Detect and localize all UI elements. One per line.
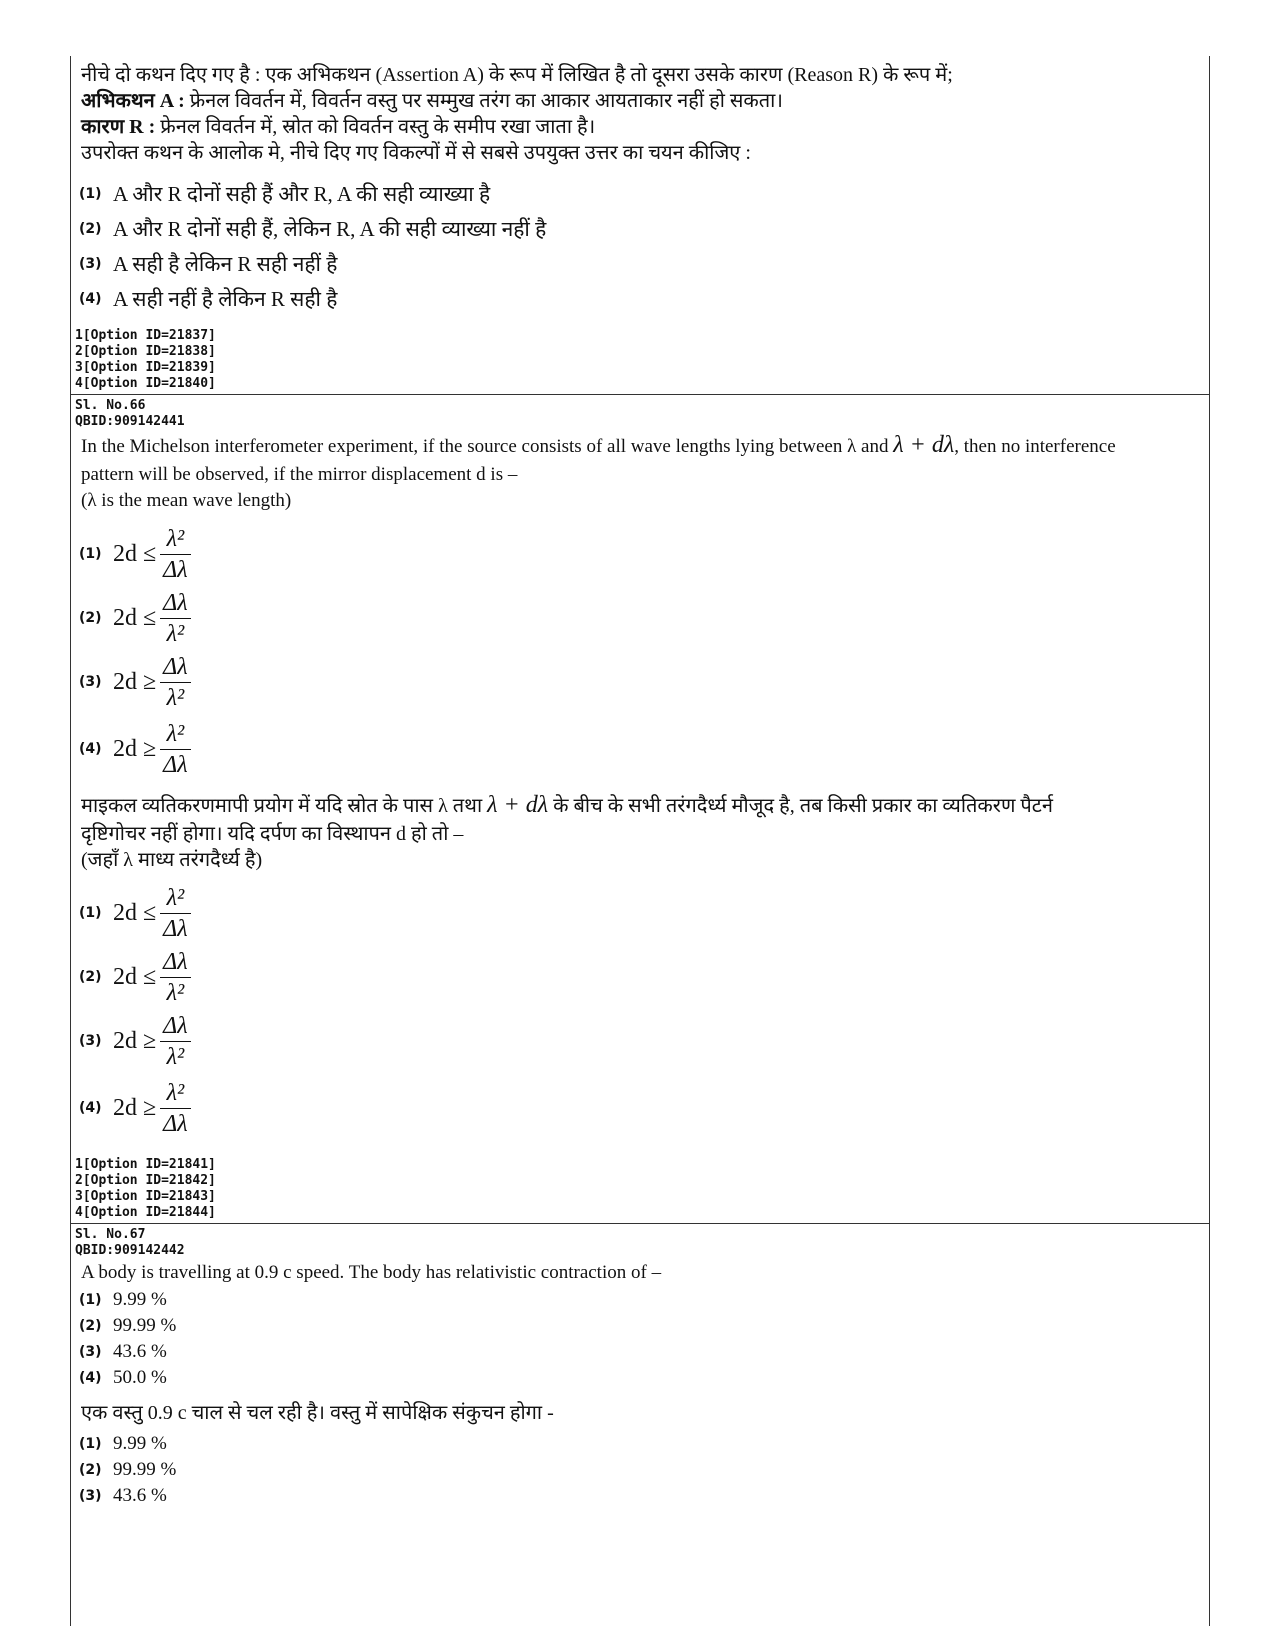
- option-number: (1): [79, 185, 102, 202]
- q66-english-text: [75, 430, 1209, 462]
- formula-lhs: 2d ≥: [113, 668, 157, 695]
- option-number: (3): [79, 1488, 102, 1504]
- formula-lhs: 2d ≥: [113, 1027, 157, 1054]
- denominator: Δλ: [163, 751, 188, 778]
- option-id: 3[Option ID=21839]: [75, 360, 216, 375]
- numerator: λ²: [166, 1079, 185, 1106]
- q66-hi-line1: माइकल व्यतिकरणमापी प्रयोग में यदि स्रोत के पास λ तथा: [81, 795, 488, 817]
- numerator: Δλ: [163, 1012, 188, 1039]
- q67-hi-option-1[interactable]: [75, 1431, 1209, 1457]
- denominator: λ²: [166, 1043, 185, 1070]
- q65-intro: नीचे दो कथन दिए गए है : एक अभिकथन (Assertion A) के रूप में लिखित है तो दूसरा उसके कारण (Reason R) के रूप में;: [81, 64, 953, 86]
- option-number: (4): [79, 1370, 102, 1386]
- assertion-text: फ्रेनल विवर्तन में, विवर्तन वस्तु पर सम्मुख तरंग का आकार आयताकार नहीं हो सकता।: [184, 90, 783, 112]
- option-text: A सही नहीं है लेकिन R सही है: [113, 286, 338, 311]
- q65-assertion: [75, 88, 1209, 114]
- qbid: QBID:909142441: [75, 414, 185, 429]
- option-number: (4): [79, 741, 102, 757]
- q66-en-line3: (λ is the mean wave length): [81, 490, 292, 511]
- q67-option-4[interactable]: [75, 1365, 1209, 1391]
- option-number: (2): [79, 1318, 102, 1334]
- qbid: QBID:909142442: [75, 1243, 185, 1258]
- numerator: λ²: [166, 720, 185, 747]
- option-id: 2[Option ID=21842]: [75, 1173, 216, 1188]
- q66-option-ids: [75, 1157, 1209, 1223]
- option-text: 43.6 %: [113, 1485, 167, 1506]
- option-id: 3[Option ID=21843]: [75, 1189, 216, 1204]
- fraction: [160, 719, 190, 780]
- option-number: (1): [79, 905, 102, 921]
- q67-option-3[interactable]: [75, 1339, 1209, 1365]
- reason-text: फ्रेनल विवर्तन में, स्रोत को विवर्तन वस्तु के समीप रखा जाता है।: [155, 116, 596, 138]
- option-number: (4): [79, 1100, 102, 1116]
- serial-number: Sl. No.67: [75, 1227, 146, 1242]
- option-text: 43.6 %: [113, 1341, 167, 1362]
- formula-lhs: 2d ≤: [113, 963, 157, 990]
- reason-label: कारण R :: [81, 116, 156, 138]
- q66-en-line1: In the Michelson interferometer experiment, if the source consists of all wave lengths lying between λ and: [81, 436, 894, 457]
- q67-hi-option-3[interactable]: [75, 1483, 1209, 1509]
- q65-reason: [75, 114, 1209, 140]
- denominator: λ²: [166, 979, 185, 1006]
- fraction: [160, 1078, 190, 1139]
- numerator: Δλ: [163, 948, 188, 975]
- q66-options-hindi: [75, 881, 1209, 1143]
- q65-option-ids: [75, 328, 1209, 394]
- q66-hi-option-2[interactable]: [75, 945, 1209, 1009]
- option-number: (1): [79, 546, 102, 562]
- option-number: (1): [79, 1292, 102, 1308]
- q66-hi-expression: λ + dλ: [487, 792, 549, 818]
- option-text: 50.0 %: [113, 1367, 167, 1388]
- numerator: Δλ: [163, 653, 188, 680]
- option-id: 4[Option ID=21840]: [75, 376, 216, 391]
- q66-option-4[interactable]: [75, 714, 1209, 784]
- numerator: λ²: [166, 884, 185, 911]
- option-text: 99.99 %: [113, 1459, 177, 1480]
- option-text: 9.99 %: [113, 1433, 167, 1454]
- q66-en-line1-end: , then no interference: [954, 436, 1116, 457]
- formula-lhs: 2d ≤: [113, 899, 157, 926]
- q66-hindi-text: [75, 790, 1209, 821]
- denominator: Δλ: [163, 556, 188, 583]
- option-id: 4[Option ID=21844]: [75, 1205, 216, 1220]
- denominator: Δλ: [163, 1110, 188, 1137]
- question-65-block: [71, 56, 1209, 394]
- formula-lhs: 2d ≤: [113, 604, 157, 631]
- formula-lhs: 2d ≤: [113, 540, 157, 567]
- q67-hindi-text: एक वस्तु 0.9 c चाल से चल रही है। वस्तु में सापेक्षिक संकुचन होगा -: [81, 1402, 554, 1424]
- q66-hi-option-4[interactable]: [75, 1073, 1209, 1143]
- q67-options-english: [75, 1287, 1209, 1391]
- serial-number: Sl. No.66: [75, 398, 146, 413]
- option-id: 2[Option ID=21838]: [75, 344, 216, 359]
- option-text: 99.99 %: [113, 1315, 177, 1336]
- q67-hi-option-2[interactable]: [75, 1457, 1209, 1483]
- option-number: (2): [79, 220, 102, 237]
- q67-option-1[interactable]: [75, 1287, 1209, 1313]
- q66-hi-line1-end: के बीच के सभी तरंगदैर्ध्य मौजूद है, तब किसी प्रकार का व्यतिकरण पैटर्न: [548, 795, 1053, 817]
- option-text: 9.99 %: [113, 1289, 167, 1310]
- option-text: A सही है लेकिन R सही नहीं है: [113, 251, 338, 276]
- q66-options-english: [75, 522, 1209, 784]
- q66-hi-option-3[interactable]: [75, 1009, 1209, 1073]
- question-66-block: [71, 394, 1209, 1223]
- q65-option-3[interactable]: [75, 246, 1209, 281]
- numerator: λ²: [166, 525, 185, 552]
- option-text: A और R दोनों सही हैं, लेकिन R, A की सही व्याख्या नहीं है: [113, 216, 547, 241]
- option-number: (2): [79, 969, 102, 985]
- option-number: (3): [79, 1033, 102, 1049]
- fraction: [160, 524, 190, 585]
- q66-hi-line3: (जहाँ λ माध्य तरंगदैर्ध्य है): [81, 849, 263, 871]
- option-number: (3): [79, 1344, 102, 1360]
- q66-hi-option-1[interactable]: [75, 881, 1209, 945]
- denominator: λ²: [166, 684, 185, 711]
- denominator: λ²: [166, 620, 185, 647]
- question-paper-page: [70, 56, 1210, 1626]
- q66-hi-line2: दृष्टिगोचर नहीं होगा। यदि दर्पण का विस्थापन d हो तो –: [81, 823, 464, 845]
- q66-en-line2: pattern will be observed, if the mirror displacement d is –: [81, 464, 518, 485]
- q65-instruction: उपरोक्त कथन के आलोक मे, नीचे दिए गए विकल्पों में से सबसे उपयुक्त उत्तर का चयन कीजिए :: [81, 142, 751, 164]
- q66-option-1[interactable]: [75, 522, 1209, 586]
- question-67-block: [71, 1223, 1209, 1509]
- formula-lhs: 2d ≥: [113, 1094, 157, 1121]
- option-number: (3): [79, 255, 102, 272]
- option-number: (3): [79, 674, 102, 690]
- fraction: [160, 588, 190, 649]
- fraction: [160, 652, 190, 713]
- q67-options-hindi: [75, 1431, 1209, 1509]
- option-id: 1[Option ID=21837]: [75, 328, 216, 343]
- q67-english-text: A body is travelling at 0.9 c speed. The body has relativistic contraction of –: [81, 1262, 662, 1283]
- q65-option-2[interactable]: [75, 211, 1209, 246]
- fraction: [160, 947, 190, 1008]
- option-text: A और R दोनों सही हैं और R, A की सही व्याख्या है: [113, 181, 491, 206]
- option-id: 1[Option ID=21841]: [75, 1157, 216, 1172]
- option-number: (1): [79, 1436, 102, 1452]
- option-number: (4): [79, 290, 102, 307]
- option-number: (2): [79, 1462, 102, 1478]
- fraction: [160, 883, 190, 944]
- option-number: (2): [79, 610, 102, 626]
- q66-option-3[interactable]: [75, 650, 1209, 714]
- q66-option-2[interactable]: [75, 586, 1209, 650]
- formula-lhs: 2d ≥: [113, 735, 157, 762]
- numerator: Δλ: [163, 589, 188, 616]
- q65-option-1[interactable]: [75, 176, 1209, 211]
- denominator: Δλ: [163, 915, 188, 942]
- fraction: [160, 1011, 190, 1072]
- q65-option-4[interactable]: [75, 281, 1209, 316]
- assertion-label: अभिकथन A :: [81, 90, 185, 112]
- q66-en-expression: λ + dλ: [893, 432, 955, 458]
- q67-option-2[interactable]: [75, 1313, 1209, 1339]
